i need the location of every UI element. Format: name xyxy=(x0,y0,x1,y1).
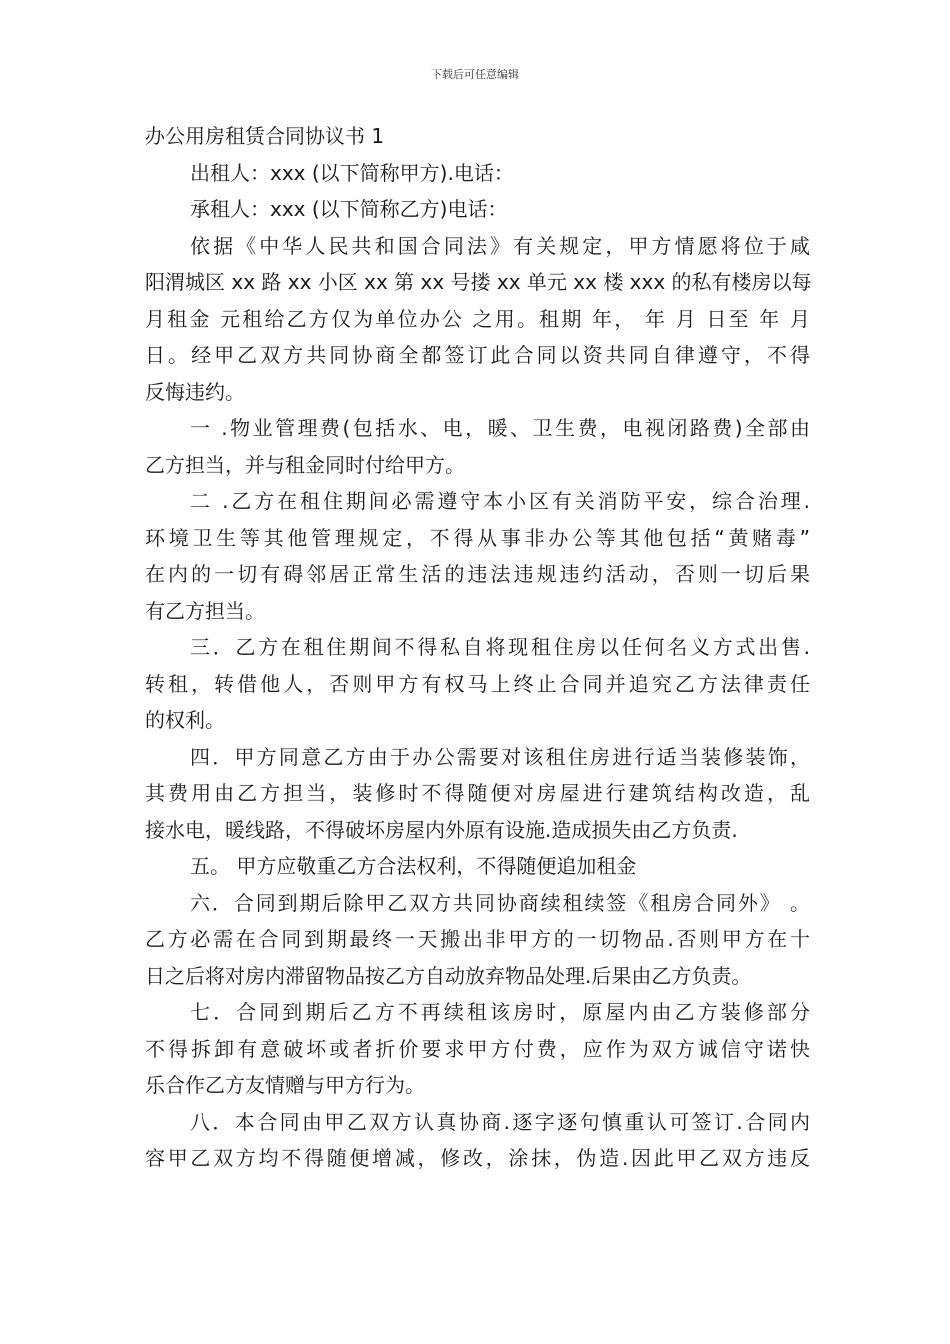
text-line: 依据《中华人民共和国合同法》有关规定，甲方情愿将位于咸 xyxy=(190,233,810,258)
text-line: 不得拆卸有意破坏或者折价要求甲方付费，应作为双方诚信守诺快 xyxy=(145,1036,810,1061)
document-title: 办公用房租赁合同协议书 1 xyxy=(145,124,385,148)
text-line: 有乙方担当。 xyxy=(145,598,265,623)
text-line: 八．本合同由甲乙双方认真协商.逐字逐句慎重认可签订.合同内 xyxy=(190,1109,810,1134)
text-line: 其费用由乙方担当，装修时不得随便对房屋进行建筑结构改造，乱 xyxy=(145,781,810,805)
text-line: 乐合作乙方友情赠与甲方行为。 xyxy=(145,1073,425,1097)
text-line: 乙方担当，并与租金同时付给甲方。 xyxy=(145,452,465,477)
text-line: 乙方必需在合同到期最终一天搬出非甲方的一切物品.否则甲方在十 xyxy=(145,927,810,951)
text-line: 日。经甲乙双方共同协商全都签订此合同以资共同自律遵守，不得 xyxy=(145,343,810,367)
text-line: 一 .物业管理费(包括水、电，暖、卫生费，电视闭路费)全部由 xyxy=(190,416,810,440)
text-line: 出租人：xxx (以下简称甲方).电话： xyxy=(190,160,514,185)
text-line: 容甲乙双方均不得随便增减，修改，涂抹，伪造.因此甲乙双方违反 xyxy=(145,1146,810,1170)
text-line: 反悔违约。 xyxy=(145,379,245,404)
text-line: 五。 甲方应敬重乙方合法权利，不得随便追加租金 xyxy=(190,854,637,878)
text-line: 接水电，暖线路，不得破坏房屋内外原有设施.造成损失由乙方负责. xyxy=(145,817,738,842)
page-header: 下载后可任意编辑 xyxy=(431,68,519,81)
text-line: 六．合同到期后除甲乙双方共同协商续租续签《租房合同外》 。 xyxy=(190,890,810,915)
text-line: 在内的一切有碍邻居正常生活的违法违规违约活动，否则一切后果 xyxy=(145,562,810,586)
text-line: 三．乙方在租住期间不得私自将现租住房以任何名义方式出售. xyxy=(190,635,810,659)
text-line: 阳渭城区 xx 路 xx 小区 xx 第 xx 号搂 xx 单元 xx 楼 xxx 的私有楼房以每 xyxy=(145,270,812,294)
text-line: 承租人：xxx (以下简称乙方)电话： xyxy=(190,197,508,221)
text-line: 日之后将对房内滞留物品按乙方自动放弃物品处理.后果由乙方负责。 xyxy=(145,963,752,988)
text-line: 四．甲方同意乙方由于办公需要对该租住房进行适当装修装饰， xyxy=(190,744,810,769)
document-body xyxy=(145,118,810,1177)
text-line: 的权利。 xyxy=(145,708,225,732)
text-line: 环境卫生等其他管理规定，不得从事非办公等其他包括“黄赌毒” xyxy=(145,525,810,550)
text-line: 二 .乙方在租住期间必需遵守本小区有关消防平安，综合治理. xyxy=(190,489,810,513)
text-line: 转租，转借他人，否则甲方有权马上终止合同并追究乙方法律责任 xyxy=(145,671,810,696)
text-line: 七．合同到期后乙方不再续租该房时，原屋内由乙方装修部分 xyxy=(190,1000,810,1024)
text-line: 月租金 元租给乙方仅为单位办公 之用。租期 年， 年 月 日至 年 月 xyxy=(145,306,810,331)
